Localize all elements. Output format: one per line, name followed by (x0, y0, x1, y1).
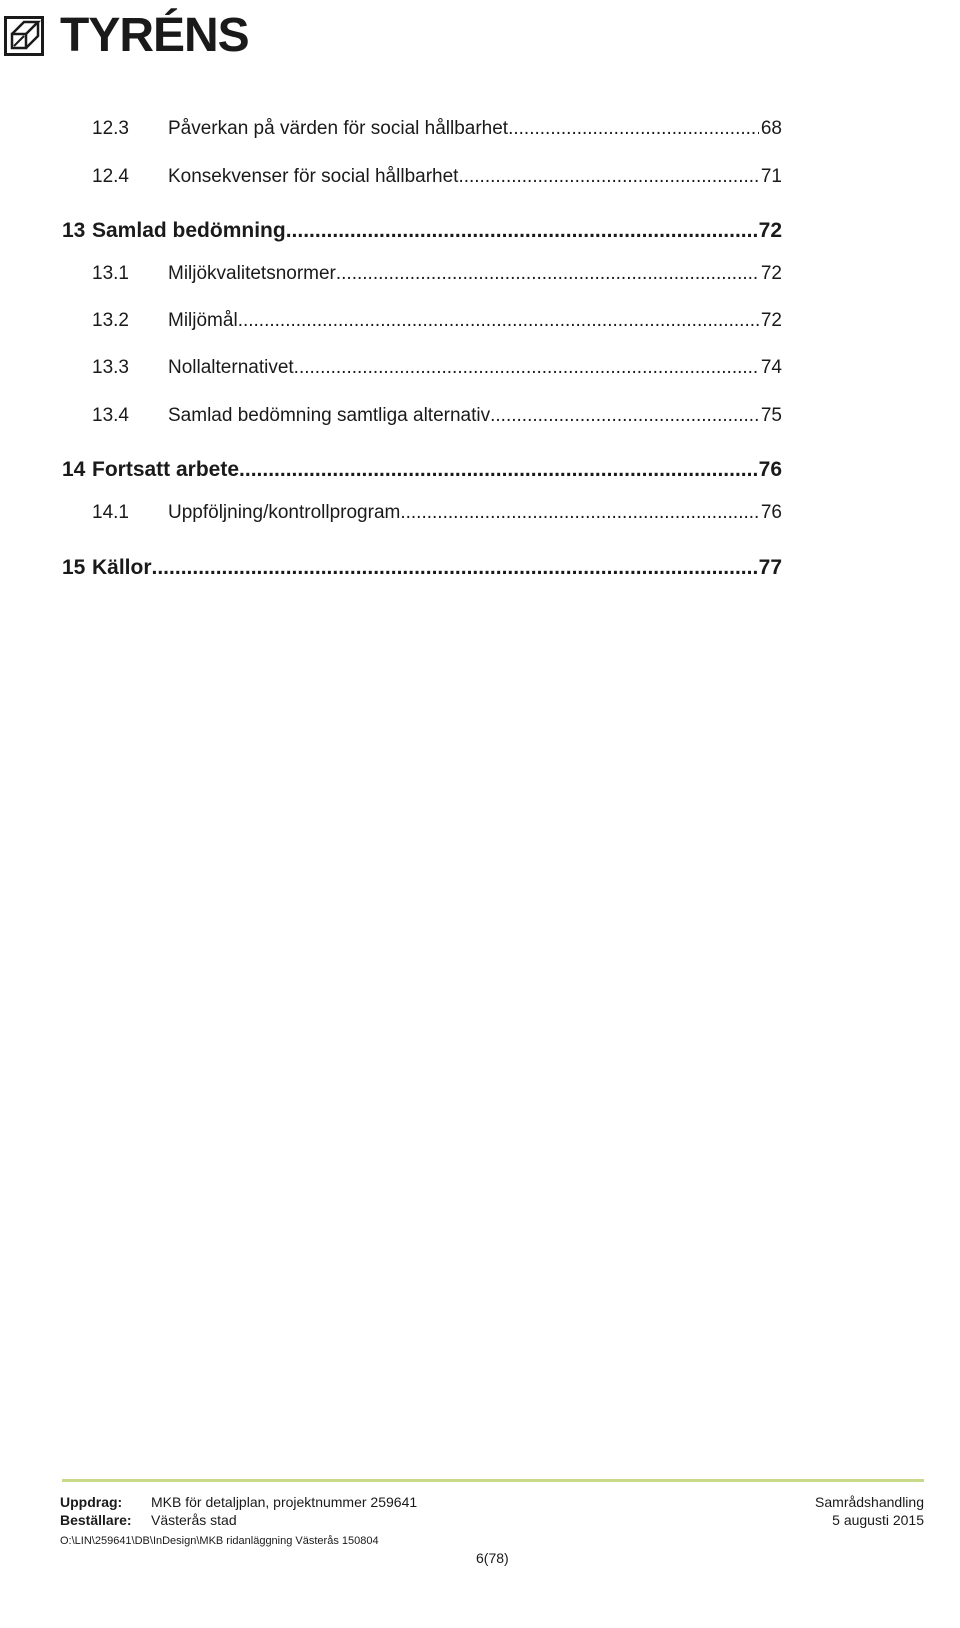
toc-entry-title: Samlad bedömning (92, 219, 286, 242)
bestallare-label: Beställare: (60, 1512, 132, 1528)
toc-entry-number: 14.1 (92, 502, 129, 523)
bestallare-value: Västerås stad (151, 1512, 237, 1528)
toc-leader-dots (336, 263, 759, 285)
toc-entry-number: 13.3 (92, 357, 129, 378)
logo-text: TYRÉNS (60, 9, 249, 62)
toc-entry-title: Konsekvenser för social hållbarhet (168, 166, 459, 187)
toc-entry-page: 76 (760, 502, 782, 523)
toc-leader-dots (286, 219, 757, 243)
page-number: 6(78) (476, 1550, 509, 1566)
logo (4, 9, 249, 62)
toc-entry-title: Fortsatt arbete (92, 458, 240, 481)
toc-entry-page: 75 (760, 405, 782, 426)
toc-entry-page: 76 (758, 458, 782, 481)
toc-leader-dots (239, 458, 757, 482)
toc-entry-number: 13.1 (92, 263, 129, 284)
toc-entry-page: 72 (760, 263, 782, 284)
uppdrag-label: Uppdrag: (60, 1494, 123, 1510)
toc-entry-title: Källor (92, 556, 152, 579)
toc-entry-title: Samlad bedömning samtliga alternativ (168, 405, 491, 426)
toc-leader-dots (294, 357, 759, 379)
uppdrag-value: MKB för detaljplan, projektnummer 259641 (151, 1494, 418, 1510)
toc-leader-dots (400, 502, 759, 524)
toc-entry-number: 15 (62, 556, 86, 579)
toc-leader-dots (508, 118, 759, 140)
toc-entry-number: 12.3 (92, 118, 129, 139)
toc-entry-number: 12.4 (92, 166, 129, 187)
toc-entry-number: 14 (62, 458, 86, 481)
toc-entry-title: Nollalternativet (168, 357, 294, 378)
toc-entry-number: 13.4 (92, 405, 129, 426)
footer-divider (62, 1479, 924, 1482)
tyrens-logo-icon (4, 16, 44, 56)
document-date: 5 augusti 2015 (832, 1512, 924, 1528)
toc-entry-page: 77 (758, 556, 782, 579)
toc-entry-page: 68 (760, 118, 782, 139)
toc-entry-title: Uppföljning/kontrollprogram (168, 502, 401, 523)
toc-entry-title: Miljömål (168, 310, 238, 331)
toc-entry-title: Påverkan på värden för social hållbarhet (168, 118, 509, 139)
toc-entry-page: 71 (760, 166, 782, 187)
toc-leader-dots (238, 310, 759, 332)
file-path: O:\LIN\259641\DB\InDesign\MKB ridanläggning Västerås 150804 (60, 1535, 379, 1547)
toc-entry-number: 13.2 (92, 310, 129, 331)
toc-entry-page: 72 (758, 219, 782, 242)
toc-entry-page: 74 (760, 357, 782, 378)
document-type: Samrådshandling (815, 1494, 924, 1510)
toc-leader-dots (458, 166, 758, 188)
toc-entry-number: 13 (62, 219, 86, 242)
toc-leader-dots (152, 556, 757, 580)
toc-entry-title: Miljökvalitetsnormer (168, 263, 336, 284)
toc-entry-page: 72 (760, 310, 782, 331)
toc-leader-dots (490, 405, 759, 427)
